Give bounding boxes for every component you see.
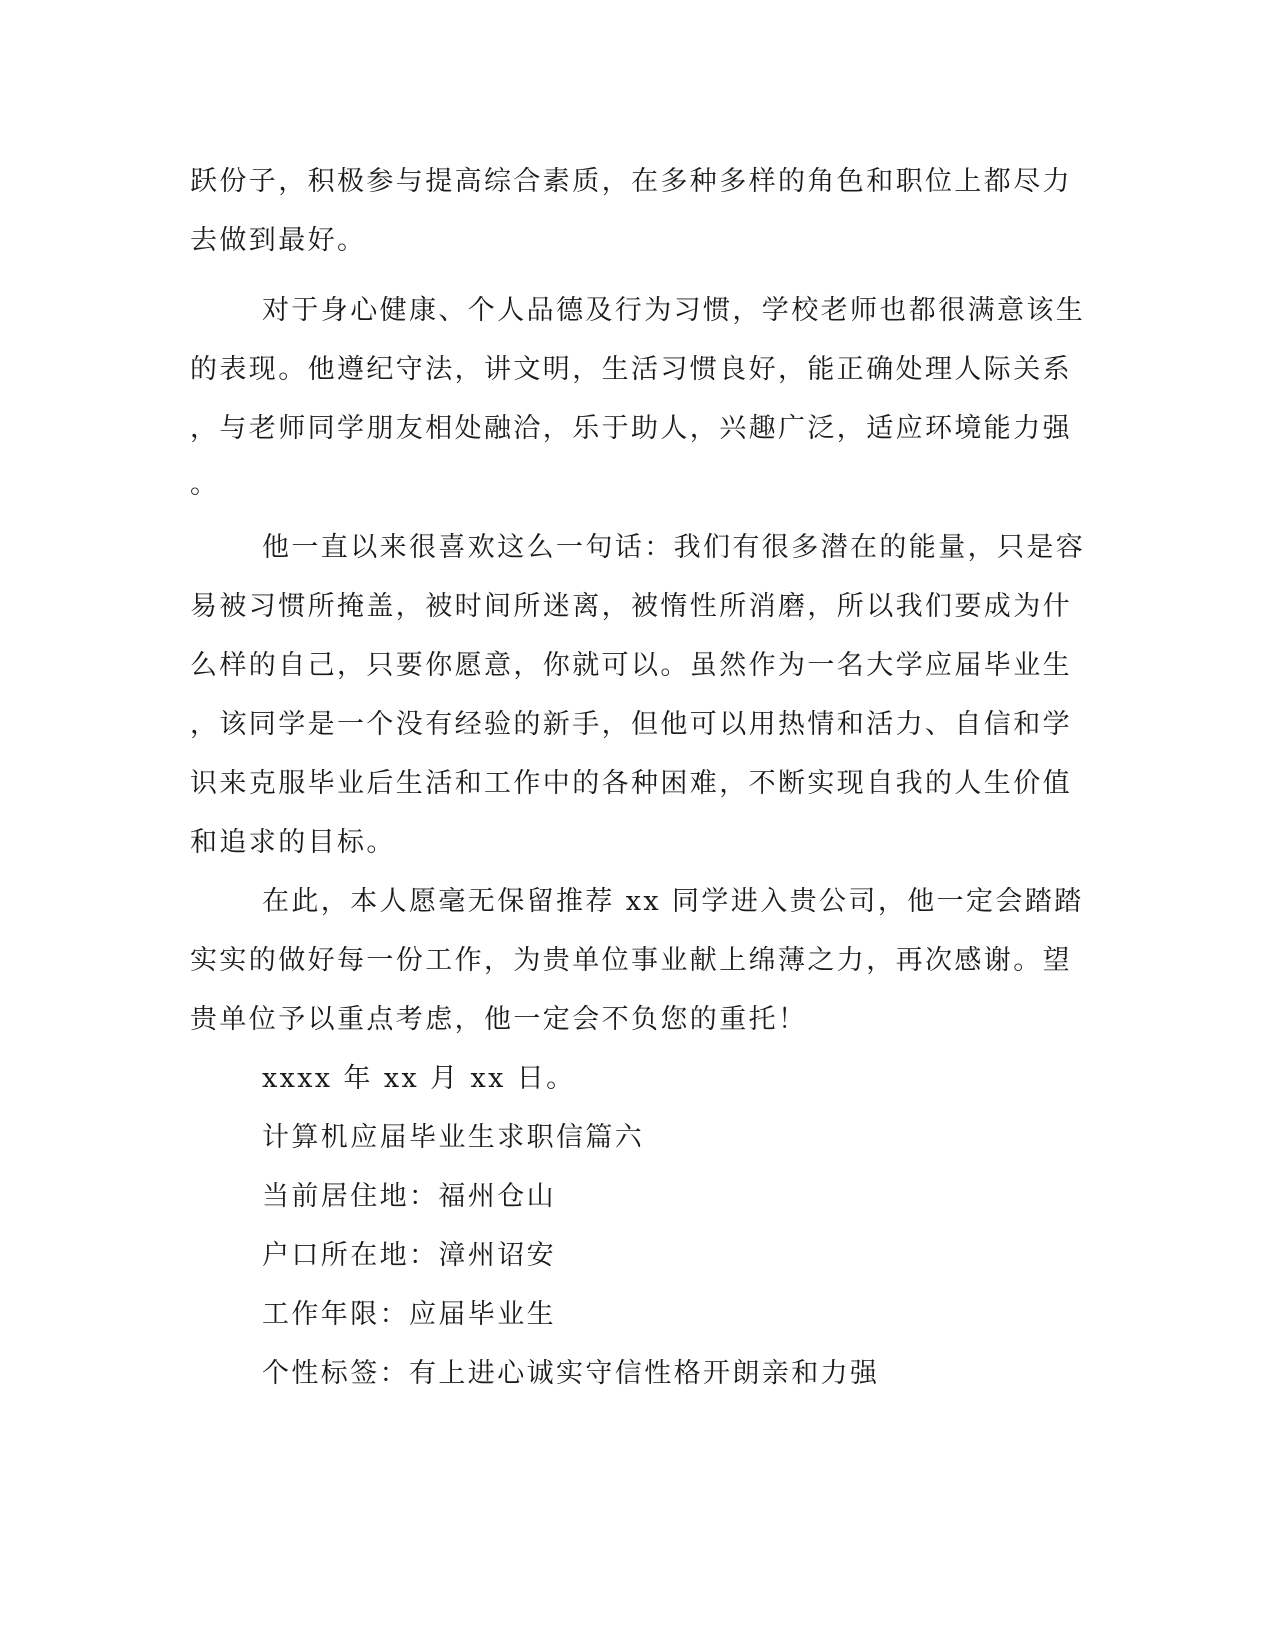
info-line-hukou: 户口所在地：漳州诏安 — [262, 1240, 556, 1271]
paragraph-line: 去做到最好。 — [190, 225, 367, 256]
paragraph-line: ，与老师同学朋友相处融洽，乐于助人，兴趣广泛，适应环境能力强 — [190, 413, 1072, 444]
paragraph-line: 贵单位予以重点考虑，他一定会不负您的重托！ — [190, 1004, 808, 1035]
section-title: 计算机应届毕业生求职信篇六 — [262, 1122, 645, 1153]
info-line-work-years: 工作年限：应届毕业生 — [262, 1299, 556, 1330]
paragraph-line: 识来克服毕业后生活和工作中的各种困难，不断实现自我的人生价值 — [190, 768, 1072, 799]
paragraph-line: 么样的自己，只要你愿意，你就可以。虽然作为一名大学应届毕业生 — [190, 650, 1072, 681]
paragraph-line: 他一直以来很喜欢这么一句话：我们有很多潜在的能量，只是容 — [262, 532, 1086, 563]
info-line-tags: 个性标签：有上进心诚实守信性格开朗亲和力强 — [262, 1358, 880, 1389]
paragraph-line: 实实的做好每一份工作，为贵单位事业献上绵薄之力，再次感谢。望 — [190, 945, 1072, 976]
date-line: xxxx 年 xx 月 xx 日。 — [262, 1063, 576, 1094]
paragraph-line: 。 — [190, 469, 220, 500]
paragraph-line: 跃份子，积极参与提高综合素质，在多种多样的角色和职位上都尽力 — [190, 166, 1072, 197]
info-line-residence: 当前居住地：福州仓山 — [262, 1181, 556, 1212]
paragraph-line: 在此，本人愿毫无保留推荐 xx 同学进入贵公司，他一定会踏踏 — [262, 886, 1084, 917]
paragraph-line: 对于身心健康、个人品德及行为习惯，学校老师也都很满意该生 — [262, 295, 1086, 326]
paragraph-line: ，该同学是一个没有经验的新手，但他可以用热情和活力、自信和学 — [190, 709, 1072, 740]
paragraph-line: 易被习惯所掩盖，被时间所迷离，被惰性所消磨，所以我们要成为什 — [190, 591, 1072, 622]
paragraph-line: 的表现。他遵纪守法，讲文明，生活习惯良好，能正确处理人际关系 — [190, 354, 1072, 385]
paragraph-line: 和追求的目标。 — [190, 827, 396, 858]
